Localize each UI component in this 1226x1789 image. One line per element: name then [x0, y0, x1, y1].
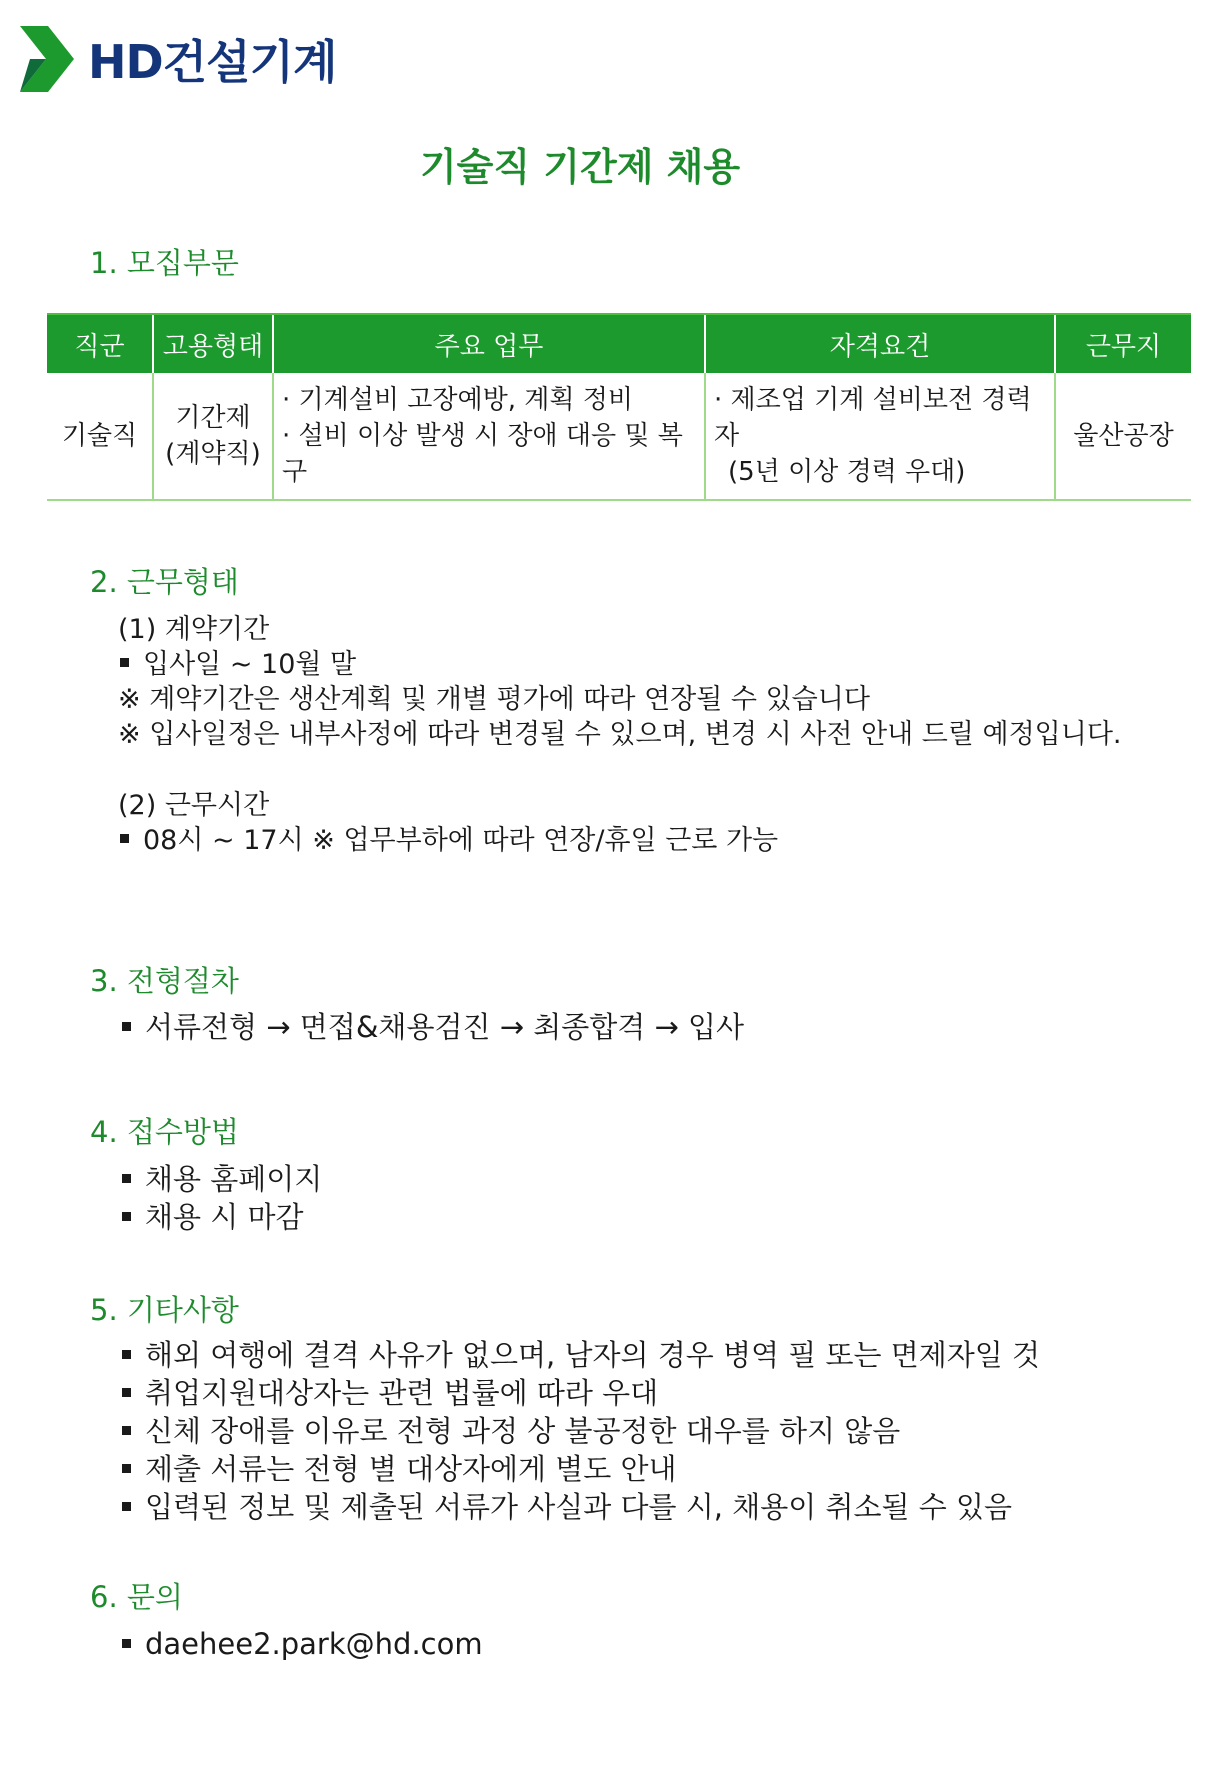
cell-duty: [273, 373, 705, 500]
brand-logo: [20, 26, 336, 92]
bullet-icon: [122, 1426, 131, 1435]
list-item: [120, 1488, 1040, 1526]
page-title: 기술직 기간제 채용: [419, 145, 741, 189]
cell-req-line2: (5년 이상 경력 우대): [728, 457, 966, 487]
apply-item-2: 채용 시 마감: [145, 1200, 304, 1234]
work-hours: 08시 ~ 17시 ※ 업무부하에 따라 연장/휴일 근로 가능: [143, 825, 779, 856]
cell-requirement: [705, 373, 1055, 500]
apply-list: [120, 1160, 322, 1236]
bullet-icon: [122, 1174, 131, 1183]
apply-item-1: 채용 홈페이지: [145, 1162, 323, 1196]
table-header-row: [47, 314, 1191, 373]
section-heading-contact: 6. 문의: [90, 1580, 183, 1614]
cell-location: 울산공장: [1055, 373, 1191, 500]
header-requirement: 자격요건: [705, 314, 1055, 373]
bullet-icon: [122, 1464, 131, 1473]
contract-note-2: ※ 입사일정은 내부사정에 따라 변경될 수 있으며, 변경 시 사전 안내 드릴 예정입니다.: [118, 719, 1122, 750]
etc-item-3: 신체 장애를 이유로 전형 과정 상 불공정한 대우를 하지 않음: [145, 1414, 901, 1448]
header-job: 직군: [47, 314, 153, 373]
bullet-icon: [122, 1502, 131, 1511]
cell-duty-line2: · 설비 이상 발생 시 장애 대응 및 복구: [282, 421, 683, 487]
list-item: [120, 1374, 1040, 1412]
contact-email[interactable]: daehee2.park@hd.com: [145, 1627, 483, 1661]
process-list: [120, 1008, 744, 1046]
brand-name: HD건설기계: [88, 35, 337, 89]
list-item: [120, 1412, 1040, 1450]
bullet-icon: [122, 1639, 131, 1648]
etc-item-5: 입력된 정보 및 제출된 서류가 사실과 다를 시, 채용이 취소될 수 있음: [145, 1490, 1012, 1524]
bullet-icon: [120, 658, 129, 667]
process-steps: 서류전형 → 면접&채용검진 → 최종합격 → 입사: [145, 1010, 745, 1044]
work-hours-block: [118, 788, 778, 858]
etc-list: [120, 1336, 1040, 1526]
header-type: 고용형태: [153, 314, 273, 373]
list-item: [118, 647, 1121, 682]
cell-type: [153, 373, 273, 500]
cell-job: 기술직: [47, 373, 153, 500]
section-heading-recruit: 1. 모집부문: [90, 246, 239, 280]
list-item: [120, 1160, 322, 1198]
contract-note-1: ※ 계약기간은 생산계획 및 개별 평가에 따라 연장될 수 있습니다: [118, 684, 870, 715]
work-contract-block: [118, 612, 1121, 752]
section-heading-process: 3. 전형절차: [90, 964, 239, 998]
cell-duty-line1: · 기계설비 고장예방, 계획 정비: [282, 385, 633, 415]
hd-chevron-icon: [20, 26, 74, 92]
bullet-icon: [120, 834, 129, 843]
table-row: [47, 373, 1191, 500]
section-heading-work: 2. 근무형태: [90, 565, 239, 599]
header-location: 근무지: [1055, 314, 1191, 373]
bullet-icon: [122, 1350, 131, 1359]
section-heading-apply: 4. 접수방법: [90, 1115, 239, 1149]
recruit-table: [47, 313, 1191, 501]
cell-req-line1: · 제조업 기계 설비보전 경력자: [714, 385, 1032, 451]
list-item: [118, 823, 778, 858]
section-heading-etc: 5. 기타사항: [90, 1293, 239, 1327]
list-item: [120, 1008, 744, 1046]
bullet-icon: [122, 1212, 131, 1221]
contract-title: (1) 계약기간: [118, 614, 270, 645]
hours-title: (2) 근무시간: [118, 790, 270, 821]
cell-type-line1: 기간제: [175, 403, 251, 433]
list-item: [120, 1336, 1040, 1374]
contact-list: [120, 1625, 483, 1663]
bullet-icon: [122, 1022, 131, 1031]
etc-item-4: 제출 서류는 전형 별 대상자에게 별도 안내: [145, 1452, 677, 1486]
etc-item-1: 해외 여행에 결격 사유가 없으며, 남자의 경우 병역 필 또는 면제자일 것: [145, 1338, 1041, 1372]
list-item: [120, 1450, 1040, 1488]
etc-item-2: 취업지원대상자는 관련 법률에 따라 우대: [145, 1376, 659, 1410]
list-item: [120, 1198, 322, 1236]
cell-type-line2: (계약직): [165, 439, 261, 469]
header-duty: 주요 업무: [273, 314, 705, 373]
list-item: [120, 1625, 483, 1663]
bullet-icon: [122, 1388, 131, 1397]
contract-period: 입사일 ~ 10월 말: [143, 649, 357, 680]
